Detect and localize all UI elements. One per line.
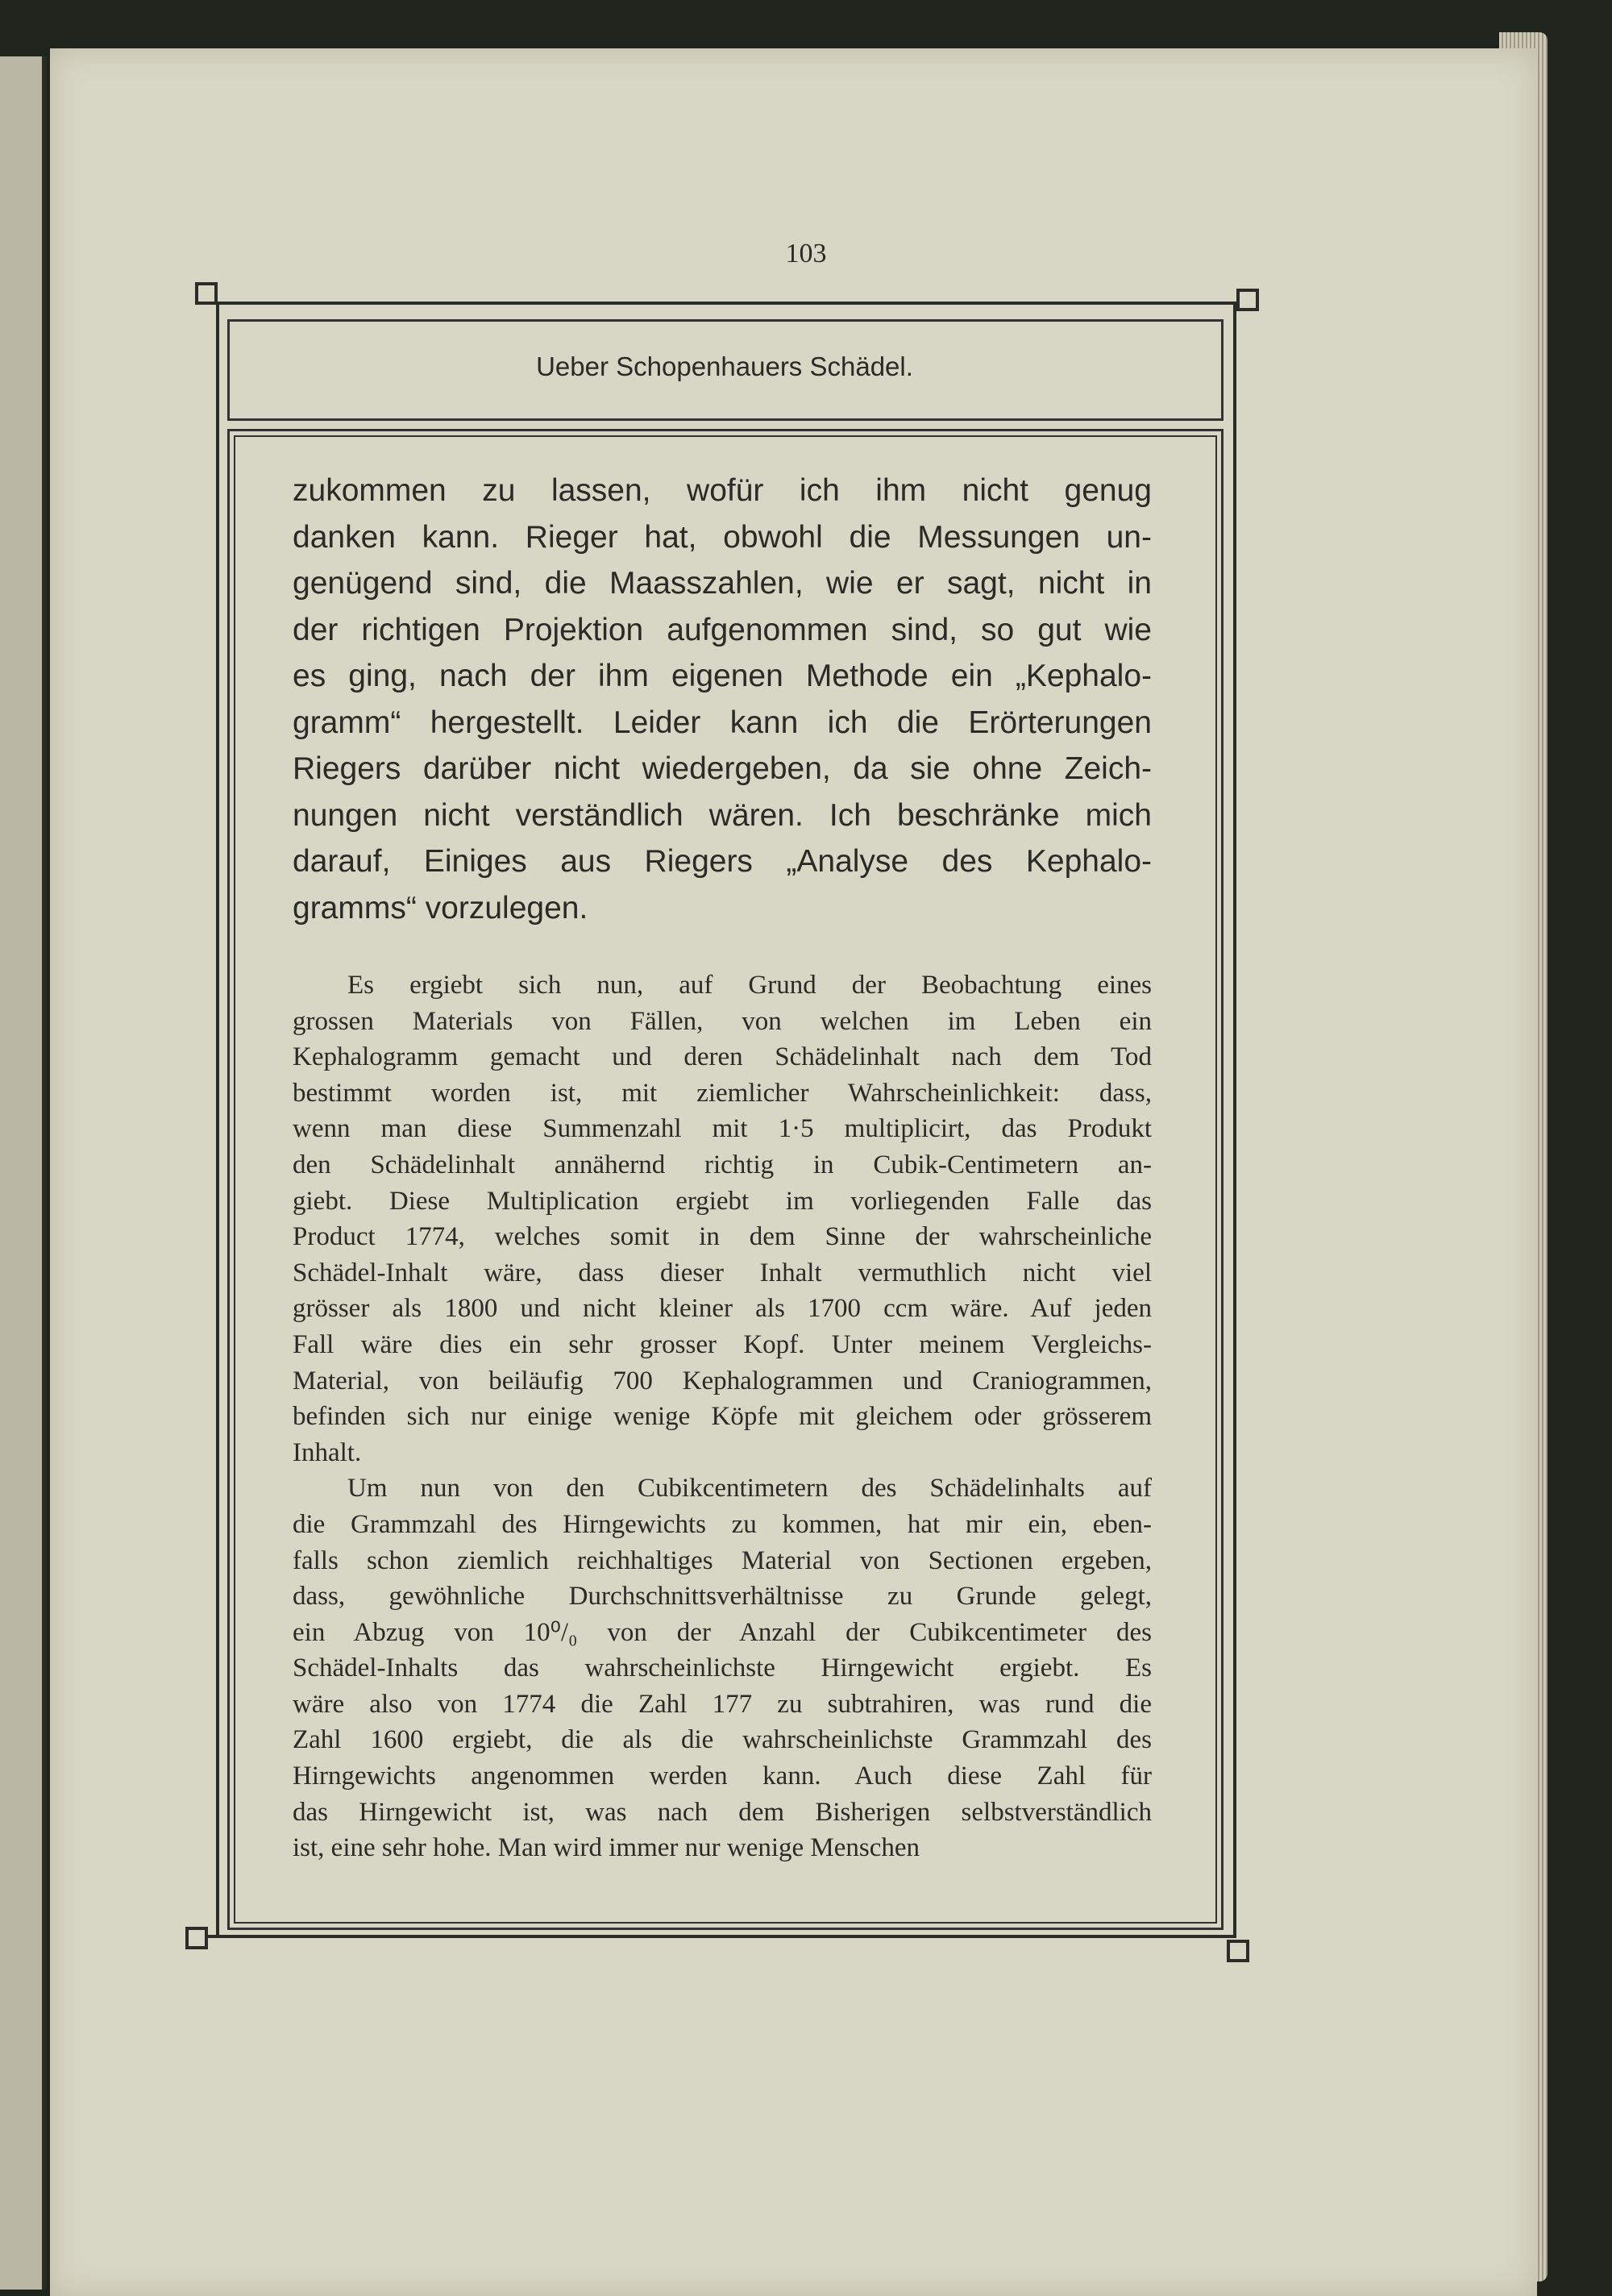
main-text-block (293, 468, 1152, 931)
text-line: zukommen zu lassen, wofür ich ihm nicht genug (293, 473, 1152, 508)
text-line: den Schädelinhalt annähernd richtig in Cubik-Centimetern an- (293, 1150, 1152, 1179)
running-title: Ueber Schopenhauers Schädel. (536, 351, 913, 381)
text-line: danken kann. Rieger hat, obwohl die Messungen un- (293, 519, 1152, 555)
text-line: nungen nicht verständlich wären. Ich beschränke mich (293, 797, 1152, 833)
frame-top-line (216, 302, 1240, 305)
text-line: grösser als 1800 und nicht kleiner als 1700 ccm wäre. Auf jeden (293, 1294, 1152, 1324)
text-line: Schädel-Inhalts das wahrscheinlichste Hirngewicht ergiebt. Es (293, 1653, 1152, 1683)
text-line: grossen Materials von Fällen, von welchen im Leben ein (293, 1006, 1152, 1036)
text-line: genügend sind, die Maasszahlen, wie er sagt, nicht in (293, 566, 1152, 601)
frame-right-line (1233, 302, 1236, 1938)
text-line: Fall wäre dies ein sehr grosser Kopf. Unter meinem Vergleichs- (293, 1329, 1152, 1359)
text-line: gramm“ hergestellt. Leider kann ich die Erörterungen (293, 705, 1152, 740)
text-line: Kephalogramm gemacht und deren Schädelinhalt nach dem Tod (293, 1042, 1152, 1072)
frame-corner-ornament (1236, 289, 1259, 311)
text-line: der richtigen Projektion aufgenommen sind, so gut wie (293, 612, 1152, 647)
text-line: falls schon ziemlich reichhaltiges Material von Sectionen ergeben, (293, 1545, 1152, 1575)
text-line: wäre also von 1774 die Zahl 177 zu subtrahiren, was rund die (293, 1689, 1152, 1719)
text-line: Zahl 1600 ergiebt, die als die wahrscheinlichste Grammzahl des (293, 1725, 1152, 1755)
frame-bottom-line (208, 1935, 1236, 1938)
text-line: es ging, nach der ihm eigenen Methode ein „Kephalo- (293, 659, 1152, 693)
text-line: die Grammzahl des Hirngewichts zu kommen, hat mir ein, eben- (293, 1509, 1152, 1539)
text-line: befinden sich nur einige wenige Köpfe mit gleichem oder grösserem (293, 1402, 1152, 1432)
text-line: das Hirngewicht ist, was nach dem Bisherigen selbstverständlich (293, 1797, 1152, 1827)
text-line: Material, von beiläufig 700 Kephalogrammen und Craniogrammen, (293, 1366, 1152, 1395)
text-line: ein Abzug von 10⁰/₀ von der Anzahl der Cubikcentimeter des (293, 1617, 1152, 1647)
text-line: giebt. Diese Multiplication ergiebt im vorliegenden Falle das (293, 1186, 1152, 1216)
text-line: ist, eine sehr hohe. Man wird immer nur wenige Menschen (293, 1833, 920, 1863)
text-line: gramms“ vorzulegen. (293, 890, 588, 925)
facing-page-edge (0, 56, 47, 2290)
frame-corner-ornament (195, 282, 218, 305)
text-line: Schädel-Inhalt wäre, dass dieser Inhalt vermuthlich nicht viel (293, 1258, 1152, 1287)
frame-left-line (216, 302, 219, 1938)
frame-corner-ornament (185, 1927, 208, 1949)
text-line: bestimmt worden ist, mit ziemlicher Wahrscheinlichkeit: dass, (293, 1078, 1152, 1108)
text-line: wenn man diese Summenzahl mit 1·5 multiplicirt, das Produkt (293, 1114, 1152, 1144)
text-line: Es ergiebt sich nun, auf Grund der Beobachtung eines (347, 971, 1152, 1000)
text-line: Inhalt. (293, 1437, 362, 1467)
text-line: Riegers darüber nicht wiedergeben, da sie ohne Zeich- (293, 751, 1152, 786)
text-line: Product 1774, welches somit in dem Sinne der wahrscheinliche (293, 1222, 1152, 1252)
text-line: darauf, Einiges aus Riegers „Analyse des Kephalo- (293, 844, 1152, 879)
page-number: 103 (785, 239, 827, 268)
text-line: Hirngewichts angenommen werden kann. Auch diese Zahl für (293, 1762, 1152, 1791)
frame-corner-ornament (1227, 1940, 1249, 1962)
text-line: dass, gewöhnliche Durchschnittsverhältnisse zu Grunde gelegt, (293, 1582, 1152, 1612)
text-line: Um nun von den Cubikcentimetern des Schädelinhalts auf (347, 1474, 1152, 1504)
quoted-text-block (293, 967, 1152, 1866)
